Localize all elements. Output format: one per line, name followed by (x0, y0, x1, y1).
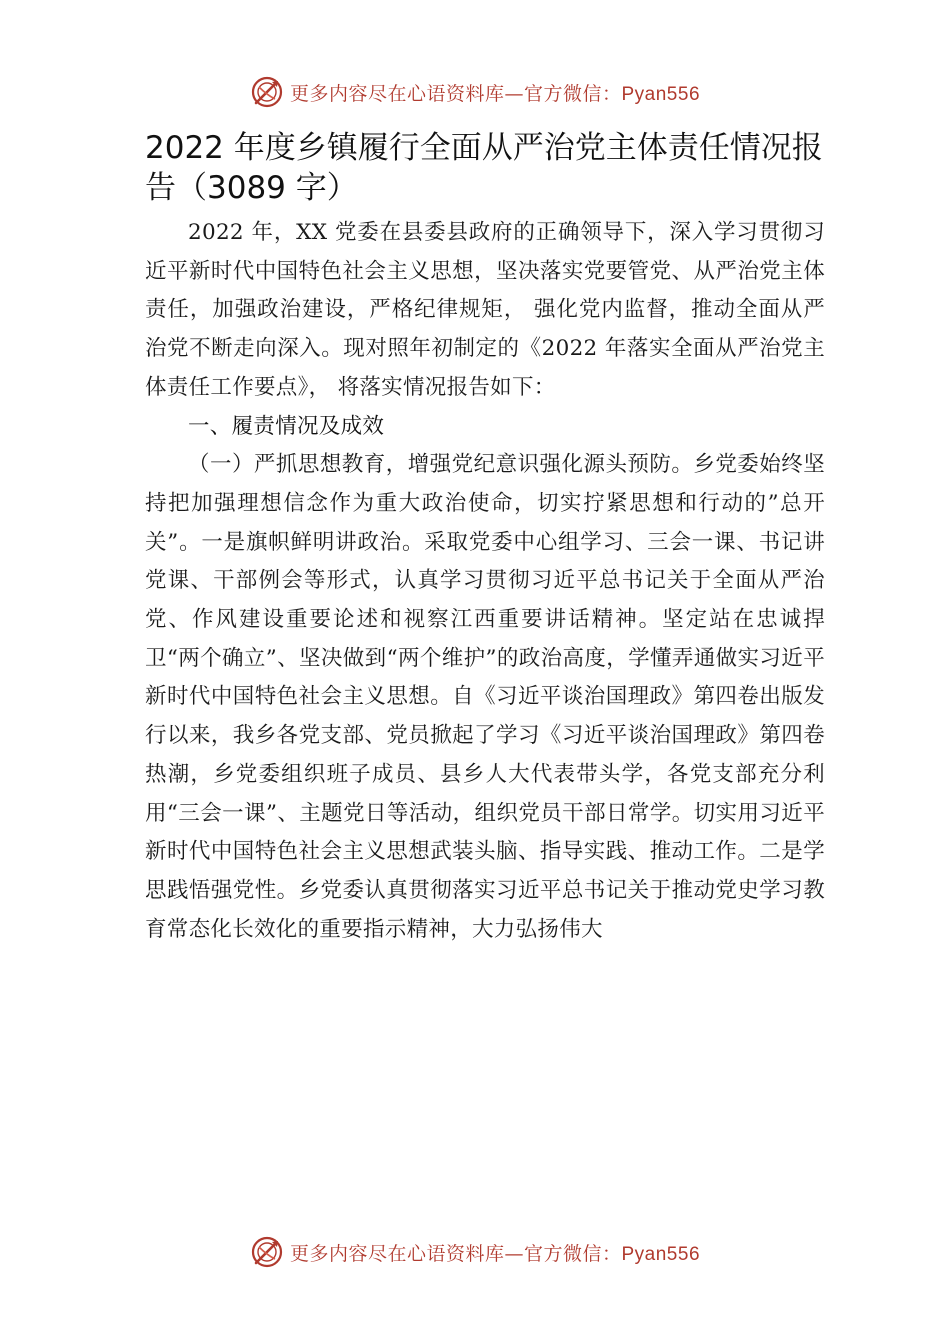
intro-paragraph: 2022 年，XX 党委在县委县政府的正确领导下，深入学习贯彻习近平新时代中国特色社会主义思想，坚决落实党要管党、从严治党主体责任，加强政治建设，严格纪律规矩， 强化党内监督，推动全面从严治党不断走向深入。现对照年初制定的《2022 年落实全面从严治党主体责任工作要点》， 将落实情况报告如下： (145, 220, 825, 400)
footer-banner (0, 1232, 950, 1272)
header-banner (0, 72, 950, 112)
brand-logo-icon (250, 75, 284, 109)
document-title: 2022 年度乡镇履行全面从严治党主体责任情况报告（3089 字） (145, 130, 823, 206)
banner-text: 更多内容尽在心语资料库—官方微信：Pyan556 (289, 1242, 701, 1265)
brand-logo-icon (250, 1235, 284, 1269)
document-body (145, 214, 825, 949)
banner-text: 更多内容尽在心语资料库—官方微信：Pyan556 (289, 82, 701, 105)
wechat-id: Pyan556 (621, 83, 701, 105)
section-paragraph: （一）严抓思想教育，增强党纪意识强化源头预防。乡党委始终坚持把加强理想信念作为重大政治使命，切实拧紧思想和行动的”总开关”。一是旗帜鲜明讲政治。采取党委中心组学习、三会一课、书记讲党课、干部例会等形式，认真学习贯彻习近平总书记关于全面从严治党、作风建设重要论述和视察江西重要讲话精神。坚定站在忠诚捍卫“两个确立”、坚决做到“两个维护”的政治高度，学懂弄通做实习近平新时代中国特色社会主义思想。自《习近平谈治国理政》第四卷出版发行以来，我乡各党支部、党员掀起了学习《习近平谈治国理政》第四卷热潮，乡党委组织班子成员、县乡人大代表带头学，各党支部充分利用“三会一课”、主题党日等活动，组织党员干部日常学。切实用习近平新时代中国特色社会主义思想武装头脑、指导实践、推动工作。二是学思践悟强党性。乡党委认真贯彻落实习近平总书记关于推动党史学习教育常态化长效化的重要指示精神，大力弘扬伟大 (145, 452, 825, 942)
wechat-id: Pyan556 (621, 1243, 701, 1265)
section-heading: 一、履责情况及成效 (188, 413, 385, 439)
